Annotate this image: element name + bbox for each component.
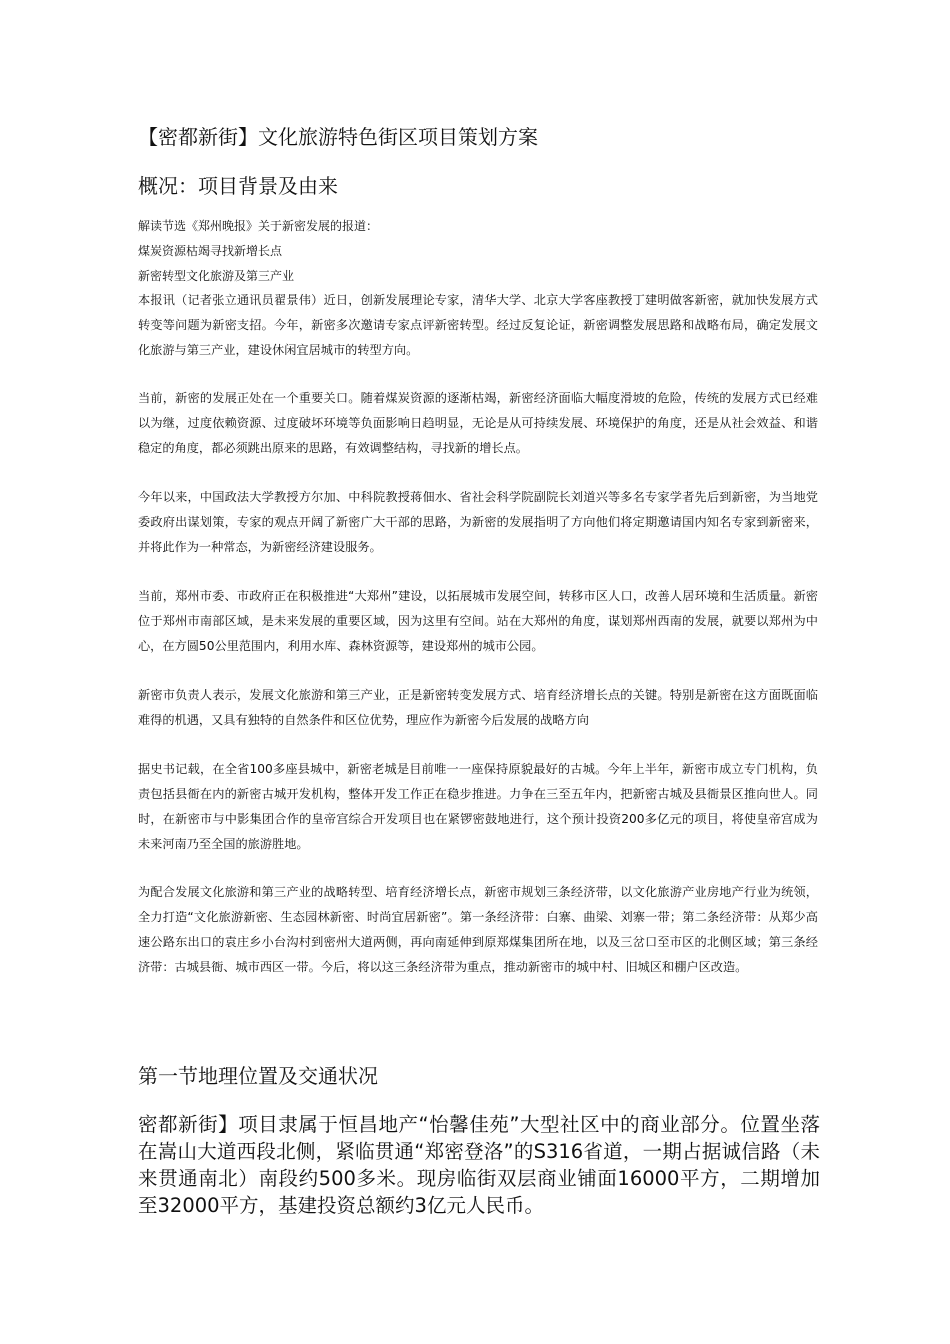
- paragraph-greater-zhengzhou: 当前，郑州市委、市政府正在积极推进“大郑州”建设，以拓展城市发展空间，转移市区人口，改善人居环境和生活质量。新密位于郑州市南部区域，是未来发展的重要区域，因为这里有空间。站在大郑州的角度，谋划郑州西南的发展，就要以郑州为中心，在方圆50公里范围内，利用水库、森林资源等，建设郑州的城市公园。: [138, 589, 818, 653]
- intro-line-subheadline: 新密转型文化旅游及第三产业: [138, 269, 295, 283]
- paragraph-old-city: 据史书记载，在全省100多座县城中，新密老城是目前唯一一座保持原貌最好的古城。今年上半年，新密市成立专门机构，负责包括县衙在内的新密古城开发机构，整体开发工作正在稳步推进。力争在三至五年内，把新密古城及县衙景区推向世人。同时，在新密市与中影集团合作的皇帝宫综合开发项目也在紧锣密鼓地进行，这个预计投资200多亿元的项目，将使皇帝宫成为未来河南乃至全国的旅游胜地。: [138, 762, 818, 851]
- document-title: 【密都新街】文化旅游特色街区项目策划方案: [138, 125, 538, 149]
- paragraph-official-statement: 新密市负责人表示，发展文化旅游和第三产业，正是新密转变发展方式、培育经济增长点的关键。特别是新密在这方面既面临难得的机遇，又具有独特的自然条件和区位优势，理应作为新密今后发展的战略方向: [138, 688, 818, 727]
- paragraph-current-situation: 当前，新密的发展正处在一个重要关口。随着煤炭资源的逐渐枯竭，新密经济面临大幅度滑坡的危险，传统的发展方式已经难以为继，过度依赖资源、过度破坏环境等负面影响日趋明显，无论是从可持续发展、环境保护的角度，还是从社会效益、和谐稳定的角度，都必须跳出原来的思路，有效调整结构，寻找新的增长点。: [138, 391, 818, 455]
- paragraph-report: 本报讯（记者张立通讯员翟景伟）近日，创新发展理论专家，清华大学、北京大学客座教授丁建明做客新密，就加快发展方式转变等问题为新密支招。今年，新密多次邀请专家点评新密转型。经过反复论证，新密调整发展思路和战略布局，确定发展文化旅游与第三产业，建设休闲宜居城市的转型方向。: [138, 293, 818, 357]
- intro-line-headline: 煤炭资源枯竭寻找新增长点: [138, 244, 283, 258]
- overview-heading: 概况：项目背景及由来: [138, 174, 338, 198]
- section1-heading: 第一节地理位置及交通状况: [138, 1064, 378, 1088]
- paragraph-economic-belts: 为配合发展文化旅游和第三产业的战略转型、培育经济增长点，新密市规划三条经济带，以文化旅游产业房地产行业为统领，全力打造“文化旅游新密、生态园林新密、时尚宜居新密”。第一条经济带：白寨、曲梁、刘寨一带；第二条经济带：从郑少高速公路东出口的袁庄乡小台沟村到密州大道两侧，再向南延伸到原郑煤集团所在地，以及三岔口至市区的北侧区域；第三条经济带：古城县衙、城市西区一带。今后，将以这三条经济带为重点，推动新密市的城中村、旧城区和棚户区改造。: [138, 885, 818, 974]
- intro-line-source: 解读节选《郑州晚报》关于新密发展的报道：: [138, 219, 379, 233]
- paragraph-experts: 今年以来，中国政法大学教授方尔加、中科院教授蒋佃水、省社会科学院副院长刘道兴等多名专家学者先后到新密，为当地党委政府出谋划策，专家的观点开阔了新密广大干部的思路，为新密的发展指明了方向他们将定期邀请国内知名专家到新密来，并将此作为一种常态，为新密经济建设服务。: [138, 490, 818, 554]
- section1-paragraph: 密都新街】项目隶属于恒昌地产“怡馨佳苑”大型社区中的商业部分。位置坐落在嵩山大道西段北侧，紧临贯通“郑密登洛”的S316省道，一期占据诚信路（未来贯通南北）南段约500多米。现房临街双层商业铺面16000平方，二期增加至32000平方，基建投资总额约3亿元人民币。: [138, 1113, 820, 1217]
